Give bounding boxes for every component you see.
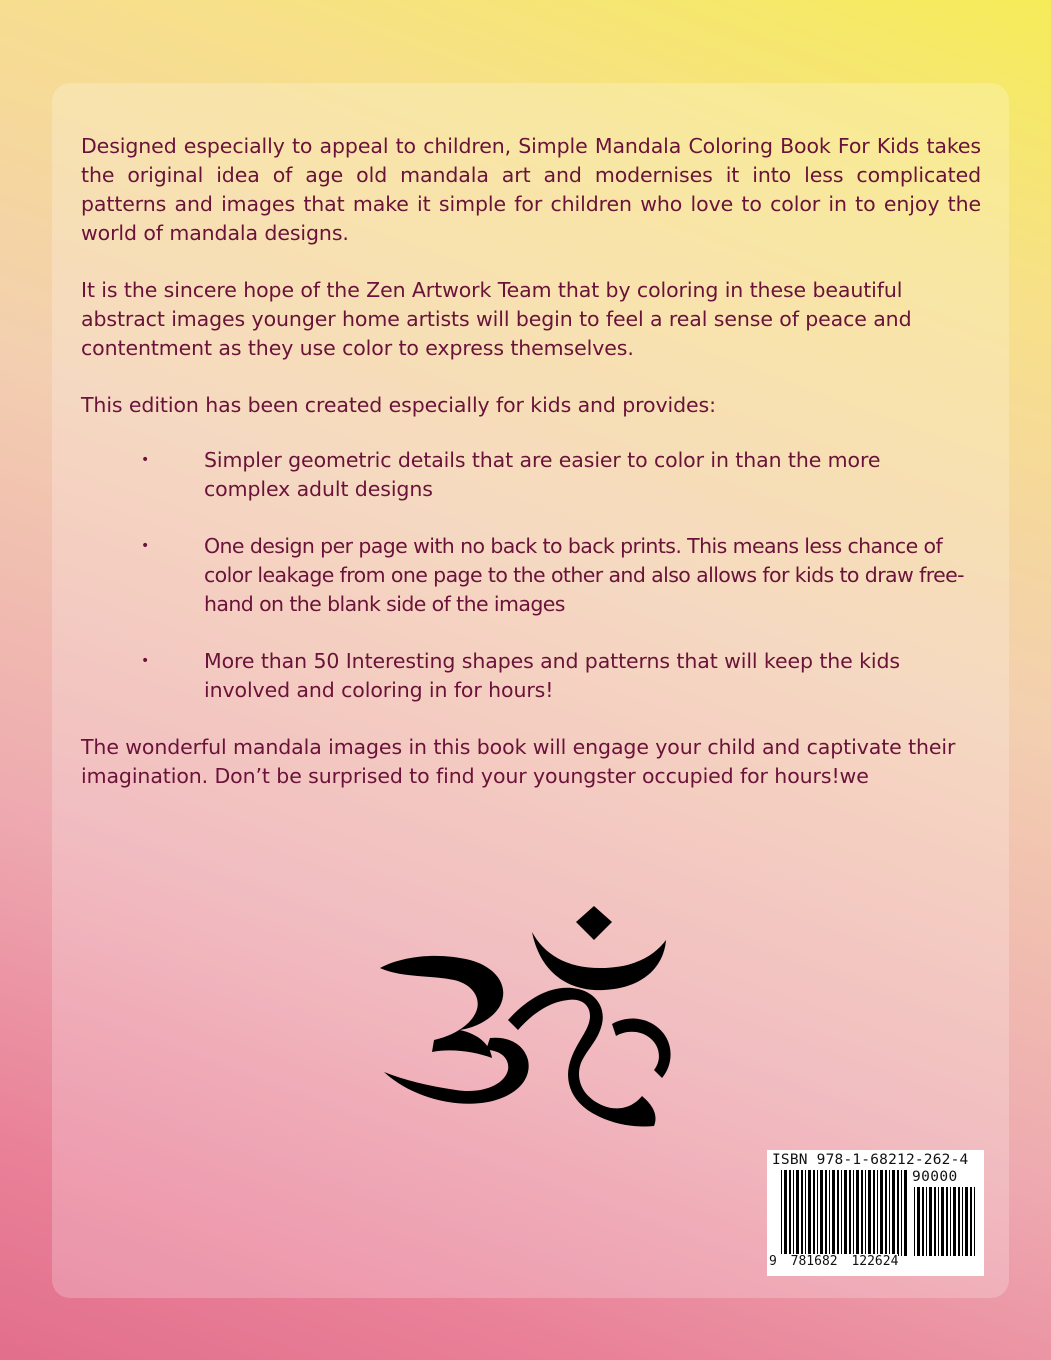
feature-item <box>81 532 981 619</box>
ean-digits <box>769 1254 898 1269</box>
bullet-icon: • <box>141 538 149 554</box>
ean-right-group: 122624 <box>851 1254 899 1269</box>
intro-paragraph: Designed especially to appeal to children, Simple Mandala Coloring Book For Kids takes the original idea of age old mandala art and modernises it into less complicated patterns and images that make it simple for children who love to color in to enjoy the world of mandala designs. <box>81 134 981 245</box>
feature-text: Simpler geometric details that are easier to color in than the more complex adult designs <box>204 448 881 501</box>
ean-first-digit: 9 <box>769 1254 777 1269</box>
feature-text: One design per page with no back to back prints. This means less chance of color leakage from one page to the other and also allows for kids to draw free-hand on the blank side of the images <box>204 534 964 616</box>
feature-item <box>81 647 981 705</box>
price-code: 90000 <box>912 1169 958 1185</box>
feature-item <box>81 446 981 504</box>
bullet-icon: • <box>141 452 150 468</box>
barcode-addon-bars-icon <box>913 1187 977 1268</box>
feature-list <box>81 446 981 705</box>
edition-paragraph: This edition has been created especially for kids and provides: <box>81 393 716 417</box>
isbn-barcode <box>767 1150 984 1276</box>
isbn-label: ISBN 978-1-68212-262-4 <box>772 1152 969 1168</box>
feature-text: More than 50 Interesting shapes and patterns that will keep the kids involved and coloring in for hours! <box>204 649 900 702</box>
hope-paragraph: It is the sincere hope of the Zen Artwork Team that by coloring in these beautiful abstract images younger home artists will begin to feel a real sense of peace and contentment as they use color to express themselves. <box>81 278 912 360</box>
bullet-icon: • <box>141 653 150 669</box>
om-symbol-icon <box>372 902 682 1128</box>
ean-left-group: 781682 <box>790 1254 838 1269</box>
closing-paragraph: The wonderful mandala images in this book will engage your child and captivate their imagination. Don’t be surprised to find your youngster occupied for hours!we <box>81 735 956 788</box>
